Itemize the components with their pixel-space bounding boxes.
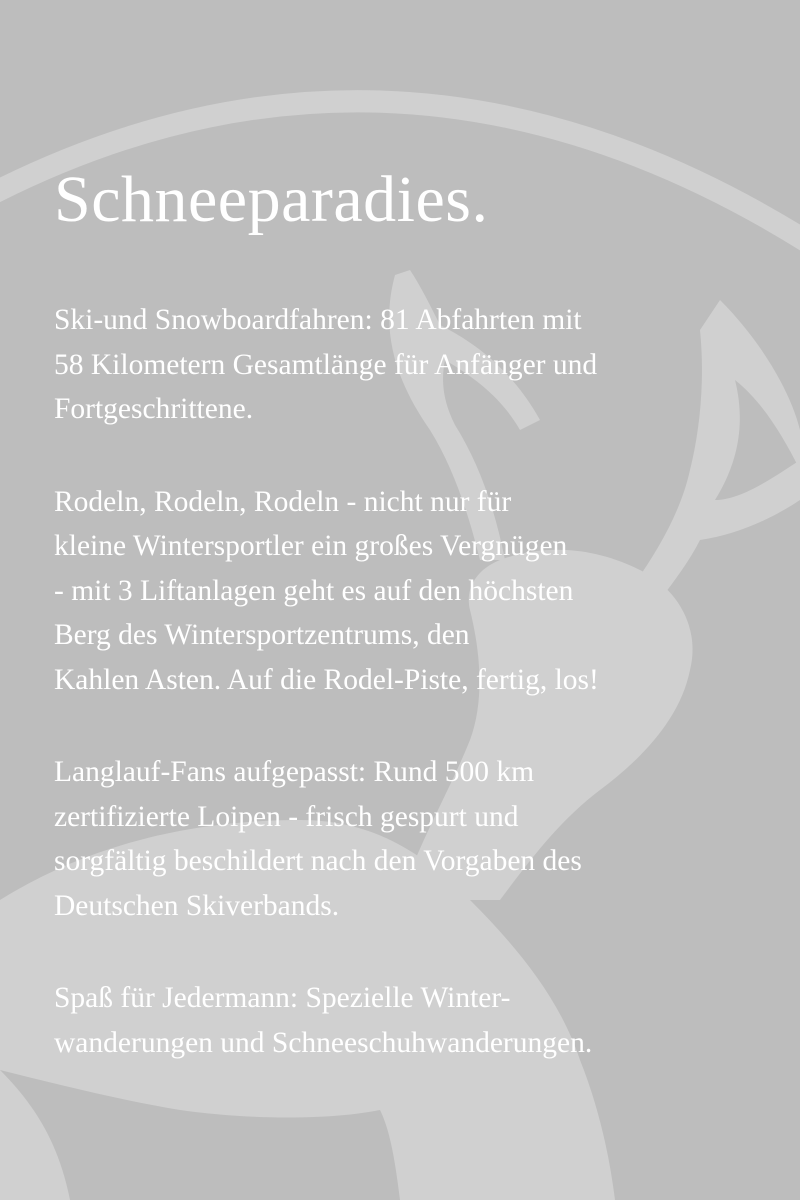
page-title: Schneeparadies. — [54, 163, 489, 236]
paragraph-skiing: Ski-und Snowboardfahren: 81 Abfahrten mit 58 Kilometern Gesamtlänge für Anfänger und Fortgeschrittene. — [54, 304, 598, 425]
paragraph-cross-country: Langlauf-Fans aufgepasst: Rund 500 km zertifizierte Loipen - frisch gespurt und sorgfältig beschildert nach den Vorgaben des Deutschen Skiverbands. — [54, 756, 582, 922]
paragraph-winter-hiking: Spaß für Jedermann: Spezielle Winter- wanderungen und Schneeschuhwanderungen. — [54, 982, 593, 1059]
text-content — [54, 150, 774, 1065]
watermark-hind — [0, 1070, 70, 1200]
paragraph-tobogganing: Rodeln, Rodeln, Rodeln - nicht nur für kleine Wintersportler ein großes Vergnügen - mit 3 Liftanlagen geht es auf den höchsten Berg des Wintersportzentrums, den Kahlen Asten. Auf die Rodel-Piste, fertig, los! — [54, 485, 599, 696]
